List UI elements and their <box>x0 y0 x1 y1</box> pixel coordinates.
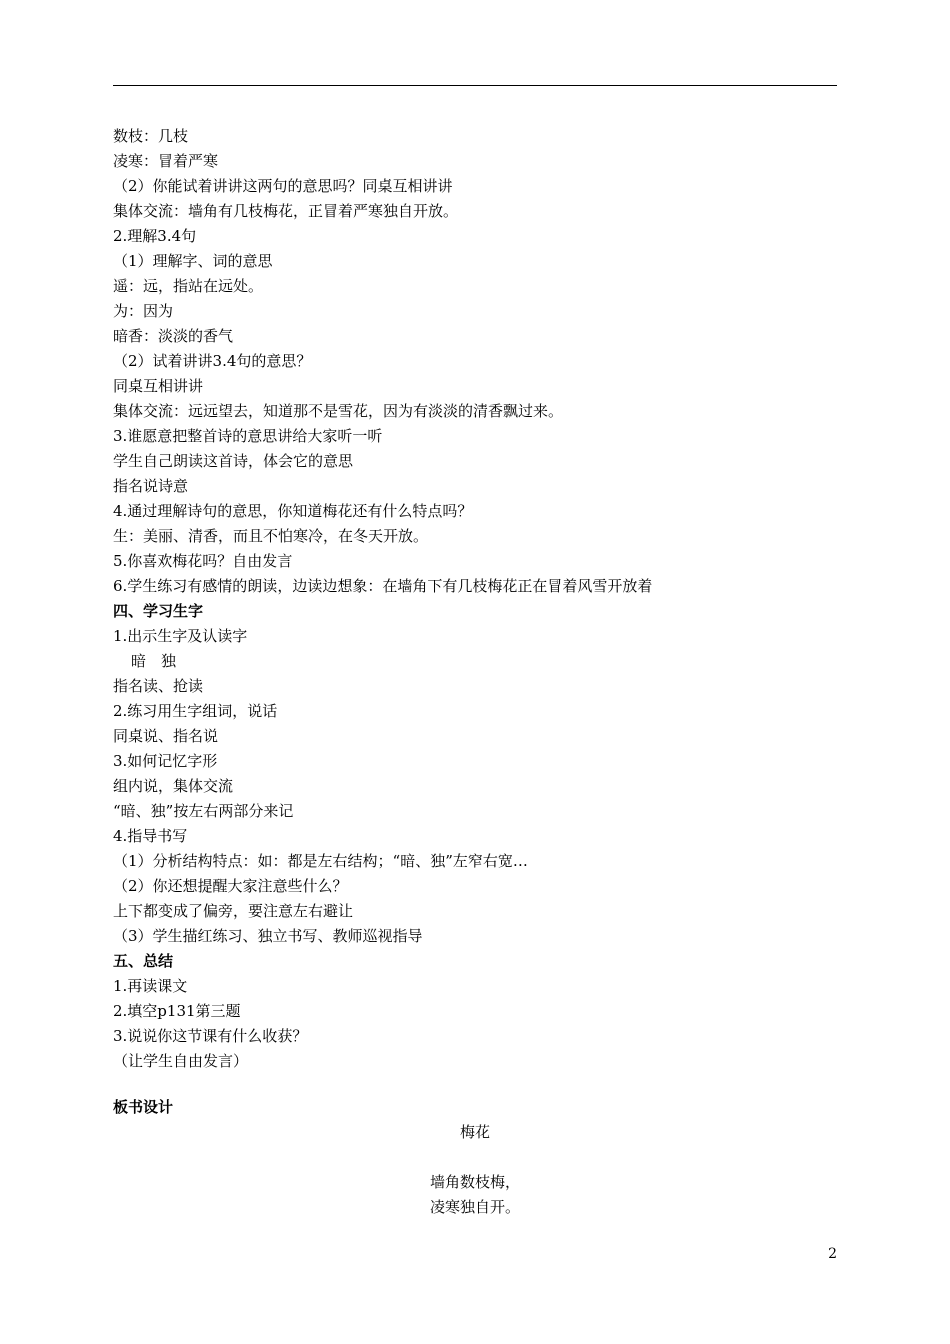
text-line: 3.谁愿意把整首诗的意思讲给大家听一听 <box>113 427 383 445</box>
text-line: （1）理解字、词的意思 <box>113 252 273 270</box>
text-line: （1）分析结构特点：如：都是左右结构；“暗、独”左窄右宽… <box>113 852 528 870</box>
text-line: 为：因为 <box>113 302 174 320</box>
text-line: 生：美丽、清香，而且不怕寒冷，在冬天开放。 <box>113 527 429 545</box>
text-line: 2.填空p131第三题 <box>113 1002 241 1020</box>
board-title: 板书设计 <box>113 1098 174 1116</box>
text-line: 5.你喜欢梅花吗？自由发言 <box>113 552 293 570</box>
section-heading: 四、学习生字 <box>113 602 204 620</box>
text-line: 同桌互相讲讲 <box>113 377 204 395</box>
board-poem-title: 梅花 <box>459 1123 490 1141</box>
text-line: 2.练习用生字组词，说话 <box>113 702 278 720</box>
text-line: 4.指导书写 <box>113 827 188 845</box>
text-line: 指名读、抢读 <box>113 677 204 695</box>
text-line: 6.学生练习有感情的朗读，边读边想象：在墙角下有几枝梅花正在冒着风雪开放着 <box>113 577 653 595</box>
blackboard-design <box>113 1095 837 1220</box>
text-line: 1.出示生字及认读字 <box>113 627 248 645</box>
text-line: 暗香：淡淡的香气 <box>113 327 234 345</box>
text-line: 凌寒：冒着严寒 <box>113 152 219 170</box>
text-line: （让学生自由发言） <box>113 1052 249 1070</box>
text-line: 4.通过理解诗句的意思，你知道梅花还有什么特点吗？ <box>113 502 473 520</box>
text-line: 上下都变成了偏旁，要注意左右避让 <box>113 902 354 920</box>
text-line: “暗、独”按左右两部分来记 <box>113 802 294 820</box>
text-line: 组内说，集体交流 <box>113 777 234 795</box>
header-rule <box>113 85 837 86</box>
page-number: 2 <box>828 1246 837 1262</box>
document-body <box>113 124 843 1074</box>
text-line: 3.如何记忆字形 <box>113 752 218 770</box>
text-line: 数枝：几枝 <box>113 127 189 145</box>
text-line: 遥：远，指站在远处。 <box>113 277 264 295</box>
text-line: 2.理解3.4句 <box>113 227 197 245</box>
text-line: 同桌说、指名说 <box>113 727 219 745</box>
text-line: （2）你还想提醒大家注意些什么？ <box>113 877 348 895</box>
section-heading: 五、总结 <box>113 952 174 970</box>
board-verse-2: 凌寒独自开。 <box>429 1198 520 1216</box>
board-verse-1: 墙角数枝梅， <box>429 1173 520 1191</box>
text-line: 3.说说你这节课有什么收获？ <box>113 1027 308 1045</box>
text-line: （3）学生描红练习、独立书写、教师巡视指导 <box>113 927 423 945</box>
text-line: 集体交流：远远望去，知道那不是雪花，因为有淡淡的清香飘过来。 <box>113 402 564 420</box>
text-line: 暗 独 <box>131 652 177 670</box>
text-line: 学生自己朗读这首诗，体会它的意思 <box>113 452 354 470</box>
text-line: （2）你能试着讲讲这两句的意思吗？同桌互相讲讲 <box>113 177 453 195</box>
text-line: 1.再读课文 <box>113 977 188 995</box>
text-line: 集体交流：墙角有几枝梅花，正冒着严寒独自开放。 <box>113 202 459 220</box>
text-line: （2）试着讲讲3.4句的意思？ <box>113 352 312 370</box>
text-line: 指名说诗意 <box>113 477 189 495</box>
